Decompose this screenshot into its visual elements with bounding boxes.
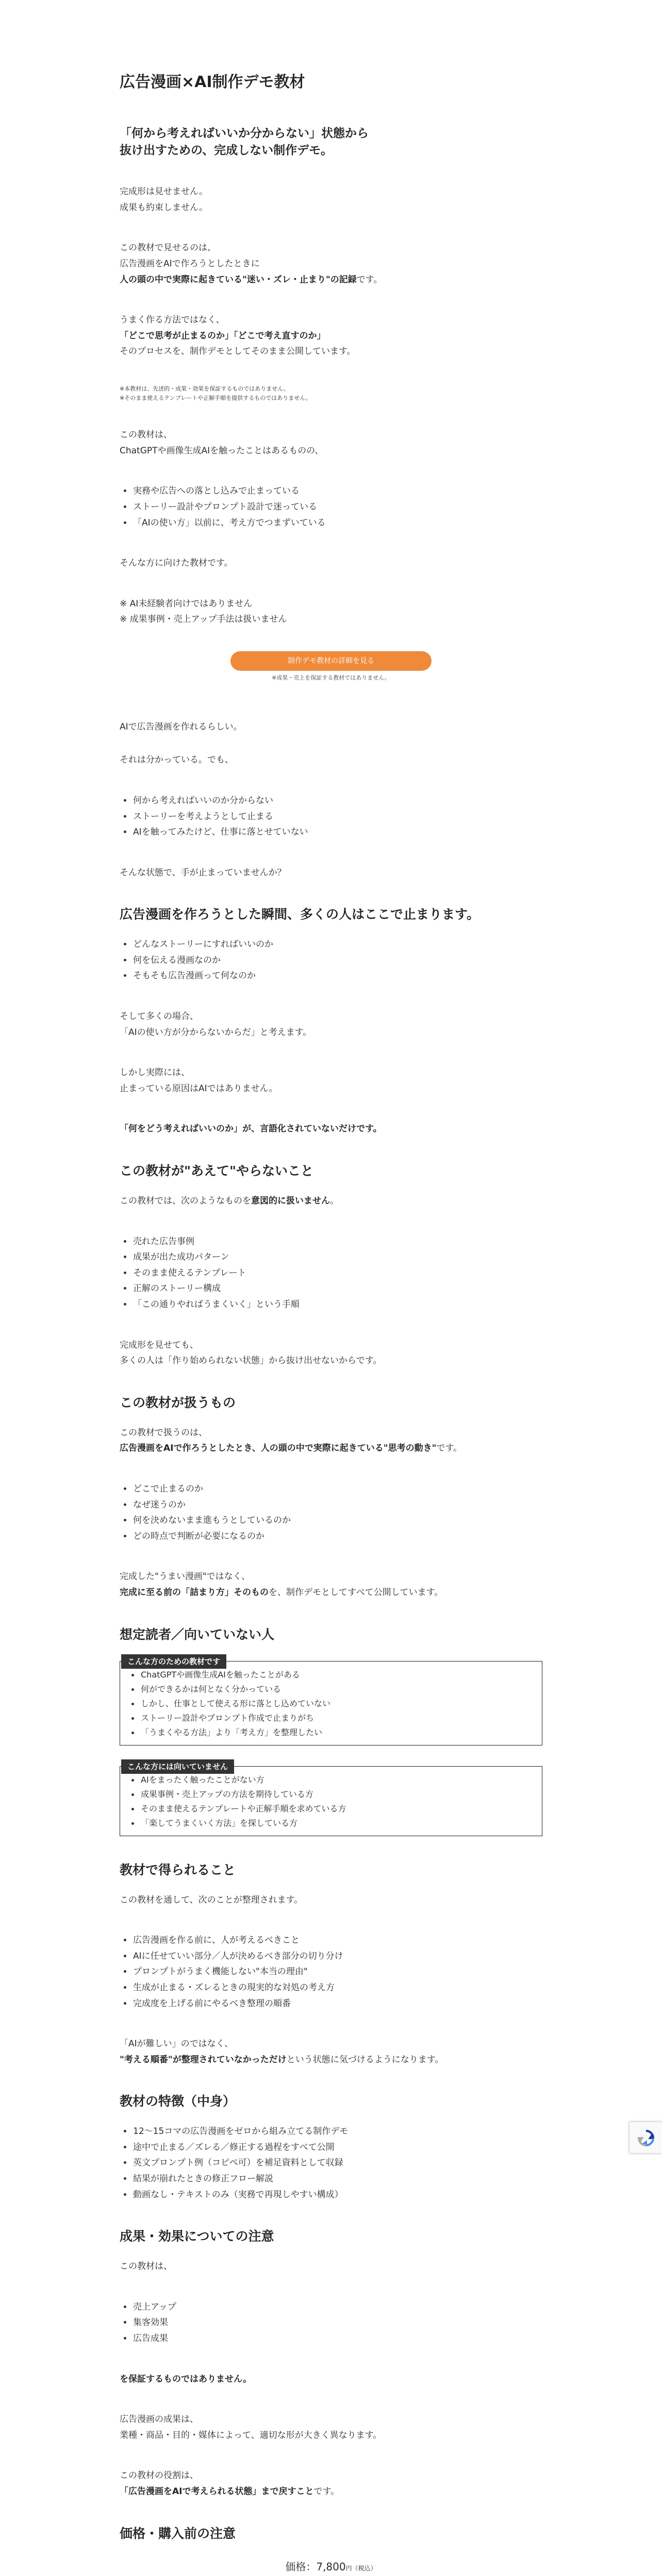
list-item: 売上アップ bbox=[120, 2299, 542, 2315]
list-item: 広告漫画を作る前に、人が考えるべきこと bbox=[120, 1933, 542, 1948]
list-item: 成果が出た成功パターン bbox=[120, 1249, 542, 1265]
list-item: 何を伝える漫画なのか bbox=[120, 953, 542, 969]
recaptcha-icon bbox=[637, 2129, 655, 2147]
results-bold: を保証するものではありません。 bbox=[120, 2374, 252, 2384]
cta-note: ※成果・売上を保証する教材ではありません。 bbox=[272, 674, 390, 682]
list-item: ストーリーを考えようとして止まる bbox=[120, 809, 542, 825]
target-intro: この教材は、 ChatGPTや画像生成AIを触ったことはあるものの、 bbox=[120, 430, 324, 456]
intro-3: うまく作る方法ではなく、 「どこで思考が止まるのか」「どこで考え直すのか」 そのプロセスを、制作デモとしてそのまま公開しています。 bbox=[120, 315, 356, 357]
list-item: 正解のストーリー構成 bbox=[120, 1281, 542, 1297]
list-item: 12〜15コマの広告漫画をゼロから組み立てる制作デモ bbox=[120, 2124, 542, 2140]
list-item: プロンプトがうまく機能しない"本当の理由" bbox=[120, 1964, 542, 1980]
list-item: 売れた広告事例 bbox=[120, 1234, 542, 1250]
not-do-list bbox=[120, 1234, 542, 1313]
covers-intro: この教材で扱うのは、 広告漫画をAIで作ろうとしたとき、人の頭の中で実際に起きている"思考の動き"です。 bbox=[120, 1427, 462, 1454]
target-outro: そんな方に向けた教材です。 bbox=[120, 558, 233, 569]
list-item: 動画なし・テキストのみ（実務で再現しやすい構成） bbox=[120, 2187, 542, 2203]
results-para-1: 広告漫画の成果は、 業種・商品・目的・媒体によって、適切な形が大きく異なります。 bbox=[120, 2414, 382, 2441]
list-item: 成果事例・売上アップの方法を期待している方 bbox=[127, 1787, 535, 1802]
list-item: 何を決めないまま進もうとしているのか bbox=[120, 1513, 542, 1529]
list-item: 途中で止まる／ズレる／修正する過程をすべて公開 bbox=[120, 2140, 542, 2156]
detail-cta-button[interactable]: 制作デモ教材の詳細を見る bbox=[230, 651, 432, 671]
list-item: 「うまくやる方法」より「考え方」を整理したい bbox=[127, 1725, 535, 1740]
stop-bold: 「何をどう考えればいいのか」が、言語化されていないだけです。 bbox=[120, 1124, 382, 1134]
list-item: 集客効果 bbox=[120, 2315, 542, 2331]
covers-outro: 完成した"うまい漫画"ではなく、 完成に至る前の「詰まり方」そのものを、制作デモとしてすべて公開しています。 bbox=[120, 1571, 443, 1598]
page-title: 広告漫画×AI制作デモ教材 bbox=[120, 73, 305, 91]
fit-tag: こんな方のための教材です bbox=[121, 1654, 226, 1669]
list-item: AIを触ってみたけど、仕事に落とせていない bbox=[120, 824, 542, 840]
section-heading-results: 成果・効果についての注意 bbox=[120, 2229, 274, 2244]
list-item: どの時点で判断が必要になるのか bbox=[120, 1529, 542, 1545]
list-item: 何から考えればいいのか分からない bbox=[120, 793, 542, 809]
fit-box bbox=[120, 1656, 542, 1745]
list-item: そのまま使えるテンプレートや正解手順を求めている方 bbox=[127, 1802, 535, 1816]
list-item: 完成度を上げる前にやるべき整理の順番 bbox=[120, 1996, 542, 2012]
problem-outro: そんな状態で、手が止まっていませんか？ bbox=[120, 867, 286, 878]
list-item: 「この通りやればうまくいく」という手順 bbox=[120, 1297, 542, 1313]
stop-para-1: そして多くの場合、 「AIの使い方が分からないからだ」と考えます。 bbox=[120, 1011, 312, 1038]
list-item: 生成が止まる・ズレるときの現実的な対処の考え方 bbox=[120, 1980, 542, 1996]
section-heading-not-do: この教材が"あえて"やらないこと bbox=[120, 1163, 314, 1179]
list-item: 何ができるかは何となく分かっている bbox=[127, 1682, 535, 1697]
gains-intro: この教材を通して、次のことが整理されます。 bbox=[120, 1894, 303, 1905]
not-do-outro: 完成形を見せても、 多くの人は「作り始められない状態」から抜け出せないからです。 bbox=[120, 1340, 382, 1366]
lead-copy: 「何から考えればいいか分からない」状態から 抜け出すための、完成しない制作デモ。 bbox=[120, 126, 369, 157]
section-heading-stop: 広告漫画を作ろうとした瞬間、多くの人はここで止まります。 bbox=[120, 907, 480, 922]
problem-intro: AIで広告漫画を作れるらしい。 それは分かっている。でも、 bbox=[120, 721, 242, 766]
list-item: 実務や広告への落とし込みで止まっている bbox=[120, 483, 542, 499]
list-item: なぜ迷うのか bbox=[120, 1497, 542, 1513]
intro-2: この教材で見せるのは、 広告漫画をAIで作ろうとしたときに 人の頭の中で実際に起きている"迷い・ズレ・止まり"の記録です。 bbox=[120, 243, 383, 285]
stop-list bbox=[120, 937, 542, 984]
covers-list bbox=[120, 1481, 542, 1544]
list-item: 広告成果 bbox=[120, 2331, 542, 2347]
cta-block-1 bbox=[120, 651, 542, 683]
not-do-intro: この教材では、次のようなものを意図的に扱いません。 bbox=[120, 1196, 339, 1207]
price-amount: 7,800 bbox=[316, 2560, 346, 2573]
list-item: ChatGPTや画像生成AIを触ったことがある bbox=[127, 1668, 535, 1682]
list-item: 「AIの使い方」以前に、考え方でつまずいている bbox=[120, 515, 542, 531]
section-heading-covers: この教材が扱うもの bbox=[120, 1395, 236, 1410]
list-item: そもそも広告漫画って何なのか bbox=[120, 968, 542, 984]
target-list bbox=[120, 483, 542, 531]
list-item: しかし、仕事として使える形に落とし込めていない bbox=[127, 1697, 535, 1711]
features-list bbox=[120, 2124, 542, 2202]
small-notes: ※本教材は、先述的・成果・効果を保証するものではありません。 ※そのまま使えるテンプレートや正解手順を提供するものではありません。 bbox=[120, 385, 311, 401]
list-item: 結果が崩れたときの修正フロー解説 bbox=[120, 2171, 542, 2187]
sales-page bbox=[120, 0, 542, 2576]
unfit-tag: こんな方には向いていません bbox=[121, 1759, 234, 1774]
results-para-2: この教材の役割は、 「広告漫画をAIで考えられる状態」まで戻すことです。 bbox=[120, 2470, 340, 2497]
list-item: 「楽してうまくいく方法」を探している方 bbox=[127, 1816, 535, 1831]
results-intro: この教材は、 bbox=[120, 2261, 172, 2272]
section-heading-features: 教材の特徴（中身） bbox=[120, 2094, 236, 2109]
warnings: ※ AI未経験者向けではありません ※ 成果事例・売上アップ手法は扱いません bbox=[120, 598, 287, 625]
list-item: ストーリー設計やプロンプト設計で迷っている bbox=[120, 499, 542, 515]
problem-list bbox=[120, 793, 542, 840]
section-heading-gains: 教材で得られること bbox=[120, 1862, 236, 1877]
list-item: AIに任せていい部分／人が決めるべき部分の切り分け bbox=[120, 1948, 542, 1964]
section-heading-readers: 想定読者／向いていない人 bbox=[120, 1626, 275, 1642]
price-display: 価格：7,800円（税込） bbox=[285, 2560, 377, 2573]
list-item: そのまま使えるテンプレート bbox=[120, 1265, 542, 1281]
intro-1: 完成形は見せません。 成果も約束しません。 bbox=[120, 187, 208, 213]
stop-para-2: しかし実際には、 止まっている原因はAIではありません。 bbox=[120, 1067, 278, 1094]
results-list bbox=[120, 2299, 542, 2347]
list-item: どんなストーリーにすればいいのか bbox=[120, 937, 542, 953]
recaptcha-badge[interactable] bbox=[629, 2122, 662, 2154]
unfit-box bbox=[120, 1761, 542, 1836]
gains-outro: 「AIが難しい」のではなく、 "考える順番"が整理されていなかっただけという状態に気づけるようになります。 bbox=[120, 2039, 444, 2065]
gains-list bbox=[120, 1933, 542, 2011]
list-item: どこで止まるのか bbox=[120, 1481, 542, 1497]
list-item: 英文プロンプト例（コピペ可）を補足資料として収録 bbox=[120, 2155, 542, 2171]
section-heading-price: 価格・購入前の注意 bbox=[120, 2526, 236, 2541]
list-item: ストーリー設計やプロンプト作成で止まりがち bbox=[127, 1711, 535, 1725]
list-item: AIをまったく触ったことがない方 bbox=[127, 1773, 535, 1787]
